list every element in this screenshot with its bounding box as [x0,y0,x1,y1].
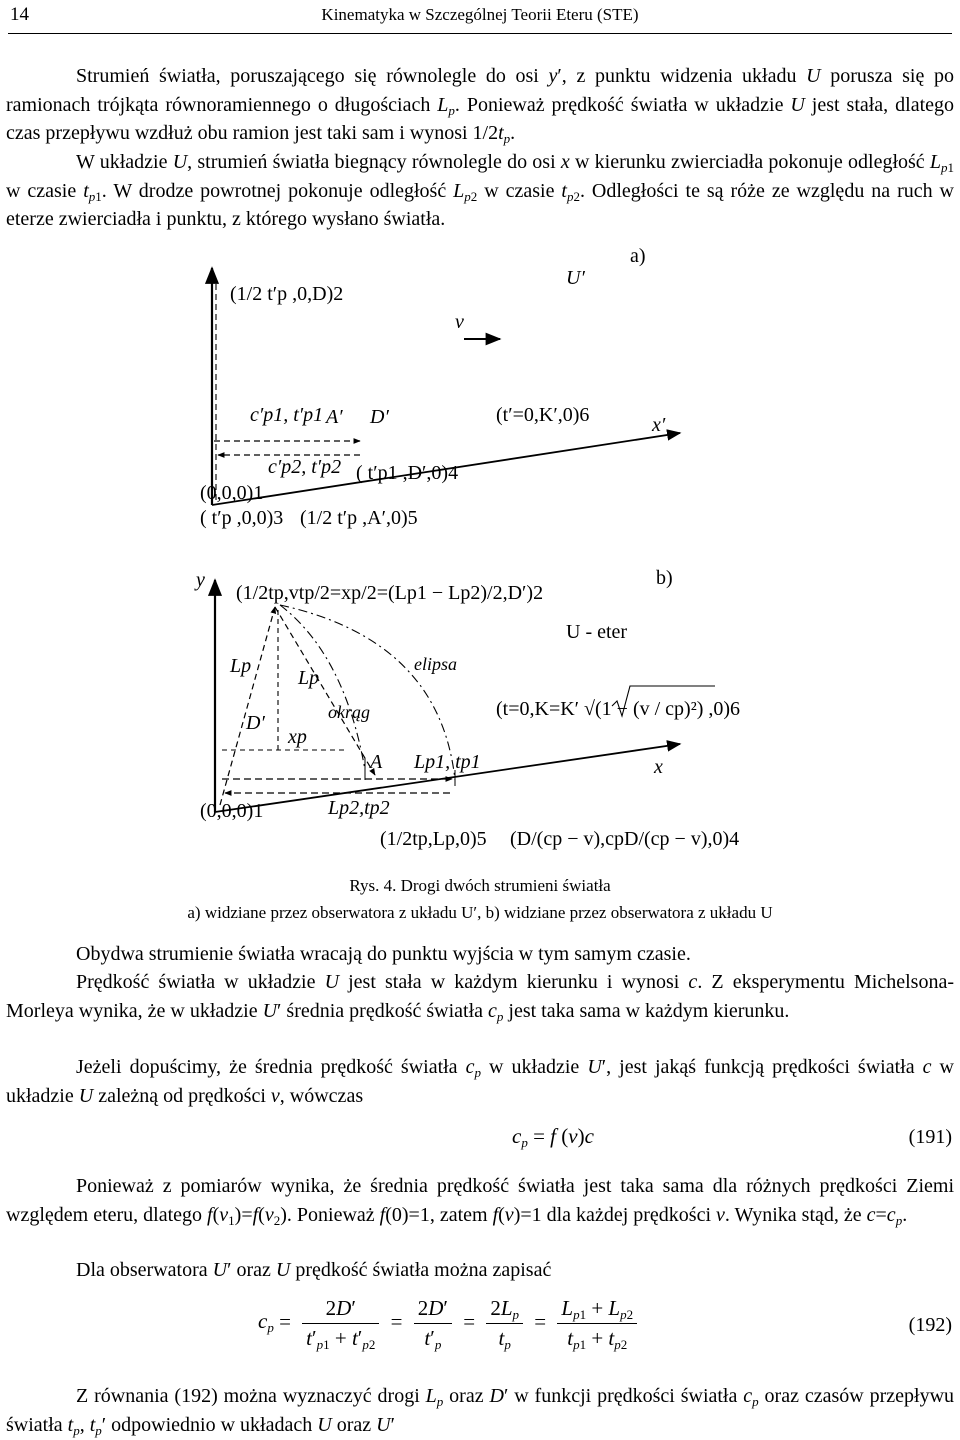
fig-b-frame: U - eter [566,621,628,643]
fig-b-A: A [370,751,383,773]
fig-b-event-4: (D/(cp − v),cpD/(cp − v),0)4 [510,828,740,850]
eq192-number: (192) [908,1314,952,1336]
fig-a-label: a) [630,245,646,267]
fig-b-event-6: (t=0,K=K′ √(1 − (v / cp)²) ,0)6 [496,698,741,720]
page-number: 14 [10,4,29,25]
figure-caption [0,872,960,926]
b-ray-up [220,607,275,805]
paragraph-1: Strumień światła, poruszającego się równolegle do osi y′, z punktu widzenia układu U porusza się po ramionach trójkąta równoramiennego o długościach $L_p$. Ponieważ prędkość światła w układzie U jest stała, dlatego czas przepływu wzdłuż obu ramion jest taki sam i wynosi $1/2t_p$. [6,65,954,146]
fig-a-c-t-2: c′p2, t′p2 [268,456,342,478]
paragraph-4: Prędkość światła w układzie U jest stała w każdym kierunku i wynosi c. Z eksperymentu Michelsona-Morleya wynika, że w układzie U′ średnia prędkość światła $c_p$ jest taka sama w każdym kierunku. [6,971,954,1024]
fig-b-Lp-left: Lp [230,655,252,677]
paragraph-8: Z równania (192) można wyznaczyć drogi $L_p$ oraz D′ w funkcji prędkości światła $c_p$ oraz czasów przepływu światła $t_p$, $t_p'$ odpowiednio w układach U oraz U′ [6,1385,955,1438]
fig-a-origin: (0,0,0)1 [200,482,264,504]
fig-b-origin: (0,0,0)1 [200,800,264,822]
equation-192: $c_p$ = $\frac{2D'}{t'_{p1} + t'_{p2}}$ = $\frac{2D'}{t'_p}$ = $\frac{2L_p}{t_p}$ = $\frac{L_{p1} + L_{p2}}{t_{p1} + t_{p2}}$ [258,1296,643,1351]
paragraph-7: Dla obserwatora U′ oraz U prędkość światła można zapisać [76,1259,552,1281]
fig-a-event-3: ( t′p ,0,0)3 [200,507,284,529]
caption-line-2: a) widziane przez obserwatora z układu U′, b) widziane przez obserwatora z układu U [187,903,773,922]
fig-b-label: b) [656,567,673,589]
fig-b-Lp2-tp2: Lp2,tp2 [328,797,390,819]
fig-b-axis-x: x [654,756,663,778]
fig-a-velocity: v [455,311,464,333]
paragraph-6: Ponieważ z pomiarów wynika, że średnia prędkość światła jest taka sama dla różnych prędkości Ziemi względem eteru, dlatego $f(v_1)=f(v_2)$. Ponieważ f(0)=1, zatem f(v)=1 dla każdej prędkości v. Wynika stąd, że $c=c_p$. [6,1175,954,1228]
fig-b-Lp-inner: Lp [298,667,320,689]
fig-b-D: D′ [246,712,265,734]
fig-b-circle: okrąg [328,702,370,722]
eq191-number: (191) [908,1126,952,1148]
paragraph-2: W układzie U, strumień światła biegnący równolegle do osi x w kierunku zwierciadła pokonuje odległość $L_{p1}$ w czasie $t_{p1}$. W drodze powrotnej pokonuje odległość $L_{p2}$ w czasie $t_{p2}$. Odległości te są róże ze względu na ruch w eterze zwierciadła i punktu, z którego wysłano światła. [6,151,955,230]
fig-a-event-4: ( t′p1 ,D′,0)4 [356,462,459,484]
fig-a-top-point: (1/2 t′p ,0,D)2 [230,283,344,305]
figure-b-graphics [215,580,715,812]
equation-191: $c_p = f$ (v)c [512,1124,594,1150]
fig-b-xp: xp [288,726,307,748]
fig-a-event-6: (t′=0,K′,0)6 [496,404,590,426]
fig-b-Lp1-tp1: Lp1, tp1 [414,751,481,773]
running-title: Kinematyka w Szczególnej Teorii Eteru (STE) [321,5,639,24]
fig-a-event-5: (1/2 t′p ,A′,0)5 [300,507,418,529]
fig-b-event-5: (1/2tp,Lp,0)5 [380,828,487,850]
fig-a-axis-x: x′ [652,414,666,436]
paragraph-5: Jeżeli dopuścimy, że średnia prędkość światła $c_p$ w układzie U′, jest jakąś funkcją prędkości światła c w układzie U zależną od prędkości v, wówczas [6,1056,954,1107]
caption-line-1: Rys. 4. Drogi dwóch strumieni światła [349,876,611,895]
fig-a-c-t-1: c′p1, t′p1 [250,404,324,426]
fig-b-ellipse: elipsa [414,654,457,674]
fig-a-point-A: A′ [326,406,343,428]
fig-b-top-point: (1/2tp,vtp/2=xp/2=(Lp1 − Lp2)/2,D′)2 [236,582,544,604]
p3-text: Obydwa strumienie światła wracają do punktu wyjścia w tym samym czasie. [76,943,691,965]
fig-b-axis-y: y [196,569,205,591]
fig-a-frame: U′ [566,267,585,289]
paragraph-3 [6,940,954,969]
fig-a-point-D: D′ [370,406,389,428]
